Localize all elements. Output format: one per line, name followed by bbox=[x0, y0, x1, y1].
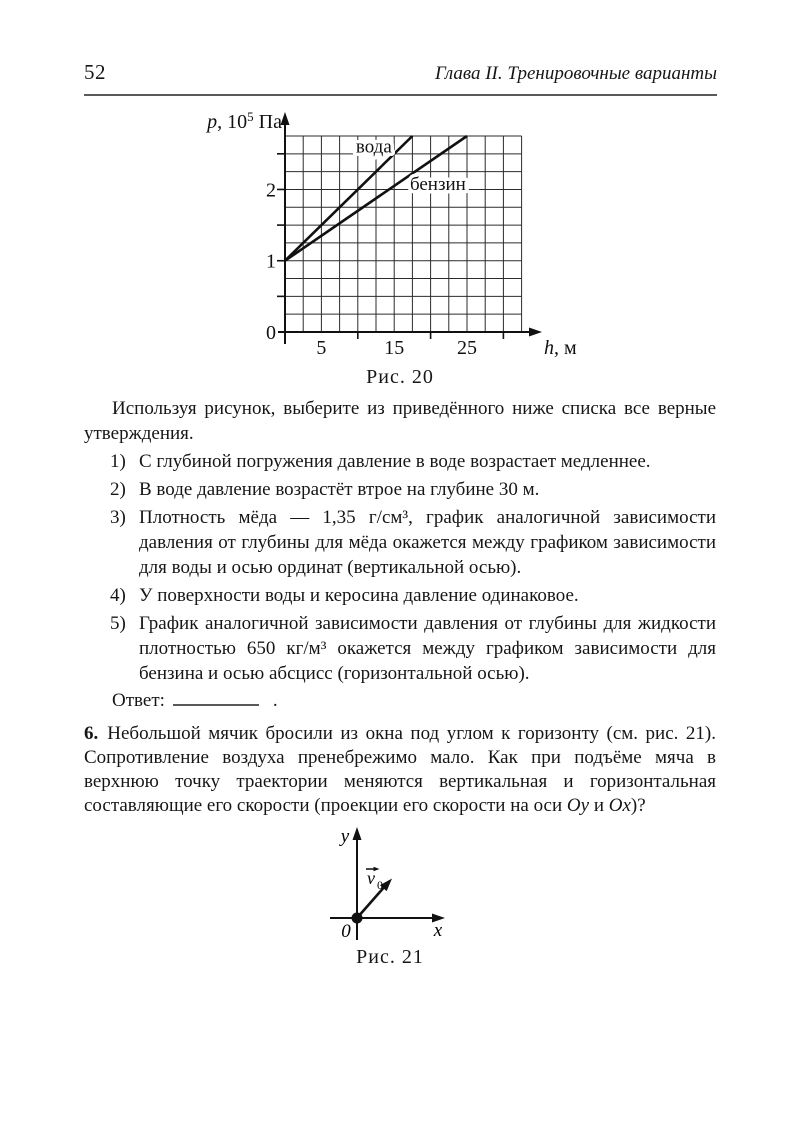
x-tick-label: 15 bbox=[384, 337, 405, 359]
statement-number: 2) bbox=[110, 479, 126, 500]
statement-item-1 bbox=[84, 449, 716, 474]
figure-20 bbox=[180, 106, 620, 362]
task5-intro: Используя рисунок, выберите из приведённого ниже списка все верные утверждения. bbox=[84, 398, 716, 444]
x-tick-label: 5 bbox=[316, 337, 327, 359]
statement-text: С глубиной погружения давление в воде возрастает медленнее. bbox=[139, 451, 651, 472]
figure20-caption: Рис. 20 bbox=[366, 366, 434, 388]
velocity-label: v bbox=[367, 868, 375, 888]
x-axis-arrow-icon bbox=[529, 328, 542, 337]
y-axis-label: y bbox=[340, 826, 350, 847]
axis-ox-label: Ox bbox=[608, 795, 631, 816]
task6-tail: )? bbox=[630, 795, 646, 816]
answer-period: . bbox=[272, 690, 278, 711]
figure21-caption: Рис. 21 bbox=[356, 946, 424, 968]
y-tick-label: 1 bbox=[266, 250, 276, 273]
figure-21 bbox=[295, 822, 485, 944]
statement-text: В воде давление возрастёт втрое на глубине 30 м. bbox=[139, 479, 540, 500]
task6-text: Небольшой мячик бросили из окна под углом к горизонту (см. рис. 21). Сопротивление воздуха пренебрежимо мало. Как при подъёме мяча в верхнюю точку траектории меняются вертикальная и горизонтальная составляющие его скорости (проекции его скорости на оси bbox=[84, 723, 716, 816]
y-tick-label: 2 bbox=[266, 179, 276, 202]
statement-text: Плотность мёда — 1,35 г/см³, график аналогичной зависимости давления от глубины для мёда окажется между графиком зависимости для воды и осью ординат (вертикальной осью). bbox=[139, 507, 716, 578]
velocity-subscript: 0 bbox=[377, 878, 383, 892]
statement-number: 5) bbox=[110, 613, 126, 634]
x-axis-label: x bbox=[433, 920, 443, 941]
origin-label: 0 bbox=[341, 921, 351, 942]
page-number: 52 bbox=[84, 60, 106, 84]
series-label-вода: вода bbox=[355, 136, 392, 158]
x-axis-label: h, м bbox=[544, 337, 577, 359]
statement-item-3 bbox=[84, 505, 716, 580]
y-axis-label: p, $10^5$ Па bbox=[207, 109, 282, 133]
series-label-бензин: бензин bbox=[409, 173, 466, 195]
statement-item-2 bbox=[84, 477, 716, 502]
pressure-depth-chart bbox=[180, 106, 620, 362]
tick-marks bbox=[277, 154, 503, 339]
task6-number: 6. bbox=[84, 723, 99, 744]
statement-item-4 bbox=[84, 583, 716, 608]
statement-text: График аналогичной зависимости давления от глубины для жидкости плотностью 650 кг/м³ окажется между графиком зависимости для бензина и осью абсцисс (горизонтальной осью). bbox=[139, 613, 716, 684]
task6-paragraph bbox=[84, 722, 716, 818]
axis-oy-label: Oy bbox=[566, 795, 590, 816]
y-tick-label: 0 bbox=[266, 322, 276, 344]
answer-blank[interactable] bbox=[173, 689, 259, 706]
statement-item-5 bbox=[84, 611, 716, 686]
page-header bbox=[84, 60, 717, 96]
statement-number: 1) bbox=[110, 451, 126, 472]
chapter-title: Глава II. Тренировочные варианты bbox=[435, 63, 717, 84]
series-line-вода bbox=[285, 136, 412, 261]
statement-number: 4) bbox=[110, 585, 126, 606]
trajectory-axes-diagram bbox=[295, 822, 485, 944]
grid bbox=[285, 136, 522, 332]
x-tick-label: 25 bbox=[457, 337, 477, 359]
statement-text: У поверхности воды и керосина давление одинаковое. bbox=[139, 585, 579, 606]
statement-list bbox=[84, 449, 716, 689]
y-axis-arrow-icon bbox=[353, 827, 362, 840]
task6-conjunction: и bbox=[589, 795, 609, 816]
axes bbox=[278, 122, 532, 344]
answer-label: Ответ: bbox=[112, 690, 165, 711]
statement-number: 3) bbox=[110, 507, 126, 528]
answer-row bbox=[84, 688, 716, 713]
